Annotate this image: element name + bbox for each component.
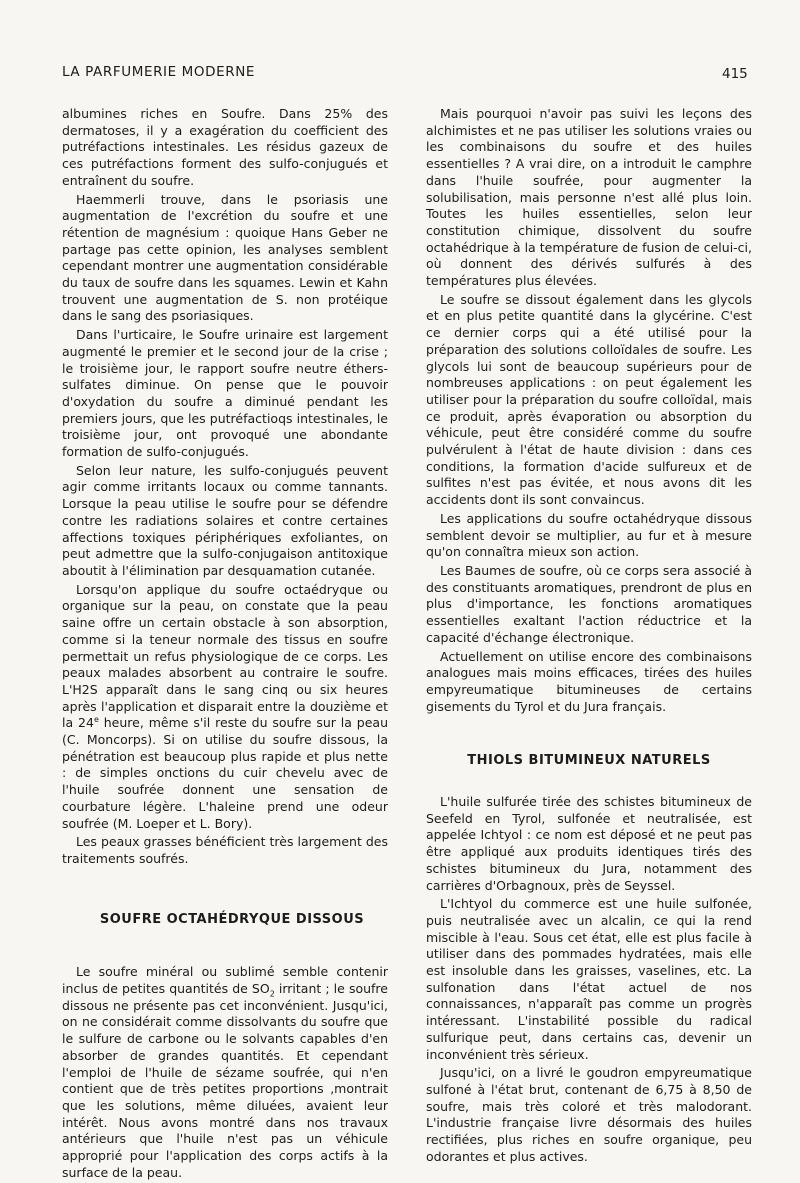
right-column [426,106,752,1167]
section-heading: SOUFRE OCTAHÉDRYQUE DISSOUS [99,911,365,927]
running-head: LA PARFUMERIE MODERNE [62,64,256,80]
superscript: e [93,715,99,725]
paragraph: Le soufre se dissout également dans les glycols et en plus petite quantité dans la glycérine. C'est ce dernier corps qui a été utilisé pour la préparation des solutions colloïdales de soufre. Les glycols lui sont de beaucoup supérieurs pour de nombreuses applications : on peut également les utiliser pour la préparation du soufre colloïdal, mais ce produit, après évaporation ou absorption du véhicule, peut être considéré comme du soufre pulvérulent à l'état de haute division : dans ces conditions, la formation d'acide sulfureux et de sulfites n'est pas évitée, et nous avons dit les accidents dont ils sont convaincus. [426,291,752,508]
paragraph [62,964,388,1181]
paragraph-text: heure, même s'il reste du soufre sur la peau (C. Moncorps). Si on utilise du soufre dissous, la pénétration est beaucoup plus rapide et plus nette : de simples onctions du cuir chevelu avec de l'huile soufrée donnent une sensation de courbature légère. L'haleine prend une odeur soufrée (M. Loeper et L. Bory). [62,715,389,831]
paragraph: albumines riches en Soufre. Dans 25% des dermatoses, il y a exagération du coefficient des putréfactions intestinales. Les résidus gazeux de ces putréfactions forment des sulfo-conjugués et entraînent du soufre. [62,106,388,188]
page-number: 415 [722,66,748,82]
paragraph: Les peaux grasses bénéficient très largement des traitements soufrés. [62,834,388,866]
paragraph: Mais pourquoi n'avoir pas suivi les leçons des alchimistes et ne pas utiliser les solutions vraies ou les combinaisons du soufre et des huiles essentielles ? A vrai dire, on a introduit le camphre dans l'huile soufrée, pour augmenter la solubilisation, mais personne n'est allé plus loin. Toutes les huiles essentielles, selon leur constitution chimique, dissolvent du soufre octahédrique à la température de fusion de celui-ci, où donnent des dérivés sulfurés à des températures plus élevées. [426,106,752,289]
paragraph [62,582,388,833]
paragraph: Jusqu'ici, on a livré le goudron empyreumatique sulfoné à l'état brut, contenant de 6,75 à 8,50 de soufre, mais très coloré et très malodorant. L'industrie française livre désormais des huiles rectifiées, plus riches en soufre organique, peu odorantes et plus actives. [426,1065,752,1164]
left-column [62,106,388,1183]
paragraph: Les applications du soufre octahédryque dissous semblent devoir se multiplier, au fur et à mesure qu'on connaîtra mieux son action. [426,510,752,560]
paragraph: Selon leur nature, les sulfo-conjugués peuvent agir comme irritants locaux ou comme tannants. Lorsque la peau utilise le soufre pour se défendre contre les radiations solaires et contre certaines affections toxiques périphériques exfoliantes, on peut admettre que la sulfo-conjugaison antitoxique aboutit à l'élimination par desquamation cutanée. [62,462,388,578]
paragraph: Dans l'urticaire, le Soufre urinaire est largement augmenté le premier et le second jour de la crise ; le troisième jour, le rapport soufre neutre éthers-sulfates diminue. On pense que le pouvoir d'oxydation du soufre a diminué pendant les premiers jours, que les putréfactioqs intestinales, le troisième jour, ont provoqué une abondante formation de sulfo-conjugués. [62,327,388,460]
paragraph-text: Lorsqu'on applique du soufre octaédryque ou organique sur la peau, on constate que la peau saine offre un certain obstacle à son absorption, comme si la teneur normale des tissus en soufre permettait un refus physiologique de ce corps. Les peaux malades absorbent au contraire le soufre. L'H2S apparaît dans le sang cinq ou six heures après l'application et disparait entre la douzième et la 24 [62,581,388,731]
subscript: 2 [269,989,275,999]
paragraph: Les Baumes de soufre, où ce corps sera associé à des constituants aromatiques, prendront de plus en plus d'importance, les fonctions aromatiques essentielles exaltant l'action réductrice et la capacité d'échange électronique. [426,562,752,645]
paragraph-text: irritant ; le soufre dissous ne présente pas cet inconvénient. Jusqu'ici, on ne considérait comme dissolvants du soufre que le sulfure de carbone ou le solvants capables d'en absorber de grandes quantités. Et cependant l'emploi de l'huile de sézame soufrée, qui n'en contient que de très petites proportions ,montrait que les solutions, même diluées, avaient leur intérêt. Nous avons montré dans nos travaux antérieurs que l'huile n'est pas un véhicule approprié pour l'application des corps actifs à la surface de la peau. [62,981,388,1180]
paragraph: Haemmerli trouve, dans le psoriasis une augmentation de l'excrétion du soufre et une rétention de magnésium : quoique Hans Geber ne partage pas cette opinion, les analyses semblent cependant montrer une augmentation considérable du taux de soufre dans les squames. Lewin et Kahn trouvent une augmentation de S. non protéique dans le sang des psoriasiques. [62,191,388,324]
paragraph-text: Le soufre minéral ou sublimé semble contenir inclus de petites quantités de SO [62,964,388,997]
paragraph: L'huile sulfurée tirée des schistes bitumineux de Seefeld en Tyrol, sulfonée et neutralisée, est appelée Ichtyol : ce nom est déposé et ne peut pas être appliqué aux produits identiques tirés des schistes bitumineux du Jura, notamment des carrières d'Orbagnoux, près de Seyssel. [426,794,752,893]
paragraph: Actuellement on utilise encore des combinaisons analogues mais moins efficaces, tirées des huiles empyreumatique bitumineuses de certains gisements du Tyrol et du Jura français. [426,648,752,714]
section-heading: THIOLS BITUMINEUX NATURELS [467,753,711,769]
paragraph: L'Ichtyol du commerce est une huile sulfonée, puis neutralisée avec un alcalin, ce qui la rend miscible à l'eau. Sous cet état, elle est plus facile à utiliser dans des pommades hydratées, mais elle est insoluble dans les graisses, vaselines, etc. La sulfonation dans l'état actuel de nos connaissances, n'apparaît pas comme un progrès intéressant. L'instabilité possible du radical sulfurique peut, dans certains cas, devenir un inconvénient très sérieux. [426,896,752,1062]
